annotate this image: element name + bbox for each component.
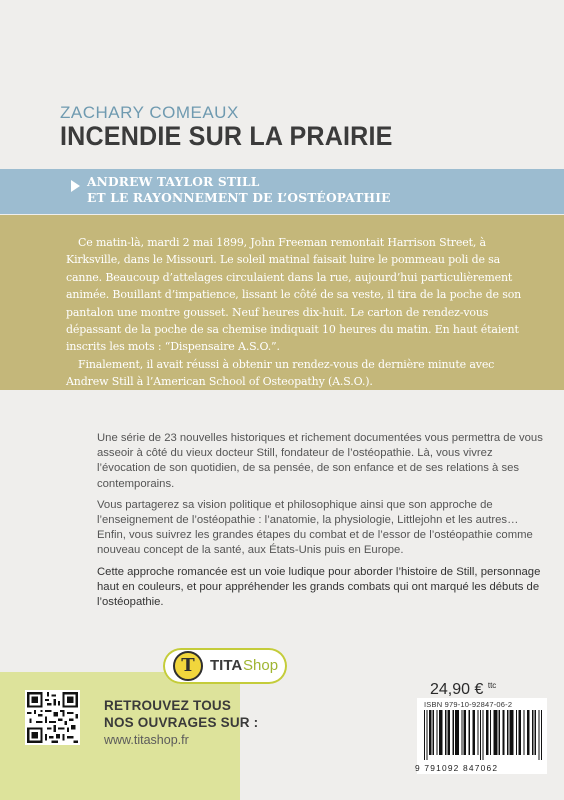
tita-t-icon: T — [173, 651, 203, 681]
subtitle-line-1: ANDREW TAYLOR STILL — [87, 175, 260, 189]
excerpt-paragraph-1: Ce matin-là, mardi 2 mai 1899, John Freeman remontait Harrison Street, à Kirksville, dans le Missouri. Le soleil matinal faisait luire le pommeau poli de sa canne. Beaucoup d’attelages circulaient dans la rue, aujourd’hui particulièrement animée. Bouillant d’impatience, lissant le côté de sa veste, il tira de la poche de son pantalon une montre gousset. Neuf heures dix-huit. Le carton de rendez-vous dépassant de la poche de sa chemise indiquait 10 heures du matin. En haut étaient inscrits les mots : “Dispensaire A.S.O.”. — [66, 236, 522, 354]
excerpt-paragraph-2: Finalement, il avait réussi à obtenir un rendez-vous de dernière minute avec Andrew Still à l’American School of Osteopathy (A.S.O.). — [66, 357, 495, 389]
price-amount: 24,90 € — [430, 681, 484, 698]
book-title: INCENDIE SUR LA PRAIRIE — [60, 121, 393, 151]
barcode-icon — [424, 710, 542, 760]
description-paragraph-3: Cette approche romancée est un voie ludique pour aborder l’histoire de Still, personnage haut en couleurs, et pour appréhender les grands combats qui ont marqué les débuts de l’ostéopathie. — [97, 565, 541, 609]
subtitle-text — [87, 174, 391, 206]
play-triangle-icon — [71, 180, 80, 192]
logo-tita-text: TITA — [210, 657, 243, 674]
qr-code-icon[interactable] — [25, 690, 80, 745]
promo-line-1: RETROUVEZ TOUS — [104, 698, 232, 713]
excerpt-band — [0, 215, 564, 390]
description — [97, 431, 547, 616]
isbn-label: ISBN 979-10-92847-06-2 — [424, 700, 513, 709]
excerpt-text — [66, 234, 526, 391]
titashop-logo[interactable] — [163, 648, 287, 684]
barcode-digits: 9 791092 847062 — [415, 763, 499, 773]
description-paragraph-2: Vous partagerez sa vision politique et philosophique ainsi que son approche de l’enseignement de l’ostéopathie : l’anatomie, la physiologie, Littlejohn et les autres… Enfin, vous suivrez les grandes étapes du combat et de l’essor de l’ostéopathie comme nouveau concept de la santé, aux États-Unis puis en Europe. — [97, 498, 533, 557]
promo-heading — [104, 697, 258, 731]
description-paragraph-1: Une série de 23 nouvelles historiques et richement documentées vous permettra de vous asseoir à côté du vieux docteur Still, fondateur de l’ostéopathie. Là, vous vivrez l’évocation de son quotidien, de sa pensée, de son enfance et de ses relations à ses contemporains. — [97, 432, 543, 490]
logo-shop-text: Shop — [243, 657, 279, 674]
price — [430, 681, 496, 699]
subtitle-band — [0, 169, 564, 214]
author-name: ZACHARY COMEAUX — [60, 103, 239, 122]
shop-link[interactable]: www.titashop.fr — [104, 733, 189, 747]
subtitle-line-2: ET LE RAYONNEMENT DE L’OSTÉOPATHIE — [87, 191, 391, 205]
promo-line-2: NOS OUVRAGES SUR : — [104, 715, 259, 730]
price-suffix: ttc — [487, 681, 497, 690]
